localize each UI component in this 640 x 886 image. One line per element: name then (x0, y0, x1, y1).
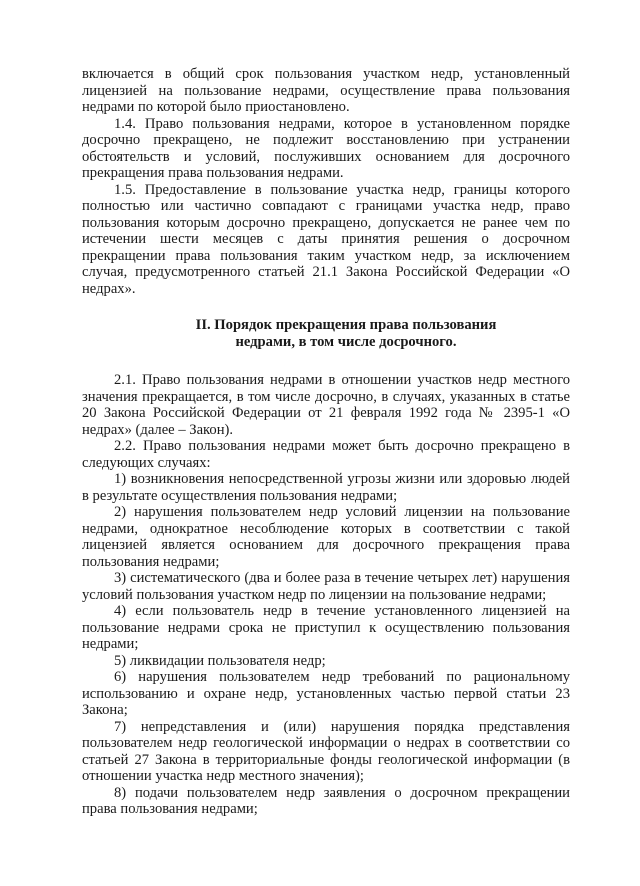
list-item-5: 5) ликвидации пользователя недр; (114, 652, 326, 669)
section-heading (82, 317, 570, 350)
list-item-2: 2) нарушения пользователем недр условий лицензии на пользование недрами, однократное несоблюдение которых в соответствии с такой лицензией является основанием для досрочного прекращения права пользования недрами; (82, 504, 570, 570)
list-item-7: 7) непредставления и (или) нарушения порядка представления пользователем недр геологической информации о недрах в соответствии со статьей 27 Закона в территориальные фонды геологической информации (в отношении участка недр местного значения); (82, 718, 570, 784)
paragraph-2-2: 2.2. Право пользования недрами может быть досрочно прекращено в следующих случаях: (82, 438, 570, 471)
paragraph-1-4: 1.4. Право пользования недрами, которое в установленном порядке досрочно прекращено, не подлежит восстановлению при устранении обстоятельств и условий, послуживших основанием для досрочного прекращения права пользования недрами. (82, 115, 570, 181)
section-title-line-1: II. Порядок прекращения права пользования (195, 317, 497, 333)
list-item-1: 1) возникновения непосредственной угрозы жизни или здоровью людей в результате осуществления пользования недрами; (82, 471, 570, 504)
paragraph-continuation: включается в общий срок пользования участком недр, установленный лицензией на пользование недрами, осуществление права пользования недрами по которой было приостановлено. (82, 66, 570, 115)
paragraph-2-1: 2.1. Право пользования недрами в отношении участков недр местного значения прекращается, в том числе досрочно, в случаях, указанных в статье 20 Закона Российской Федерации от 21 февраля 1992 года № 2395-1 «О недрах» (далее – Закон). (82, 372, 570, 438)
document-body (82, 66, 570, 818)
section-title-line-2: недрами, в том числе досрочного. (235, 333, 457, 350)
list-item-4: 4) если пользователь недр в течение установленного лицензией на пользование недрами срока не приступил к осуществлению пользования недрами; (82, 603, 570, 652)
list-item-3: 3) систематического (два и более раза в течение четырех лет) нарушения условий пользования участком недр по лицензии на пользование недрами; (82, 570, 570, 603)
paragraph-1-5: 1.5. Предоставление в пользование участка недр, границы которого полностью или частично совпадают с границами участка недр, право пользования которым досрочно прекращено, допускается не ранее чем по истечении шести месяцев с даты принятия решения о досрочном прекращении права пользования таким участком недр, за исключением случая, предусмотренного статьей 21.1 Закона Российской Федерации «О недрах». (82, 181, 570, 297)
list-item-8: 8) подачи пользователем недр заявления о досрочном прекращении права пользования недрами; (82, 784, 570, 817)
list-item-6: 6) нарушения пользователем недр требований по рациональному использованию и охране недр, установленных частью первой статьи 23 Закона; (82, 669, 570, 718)
